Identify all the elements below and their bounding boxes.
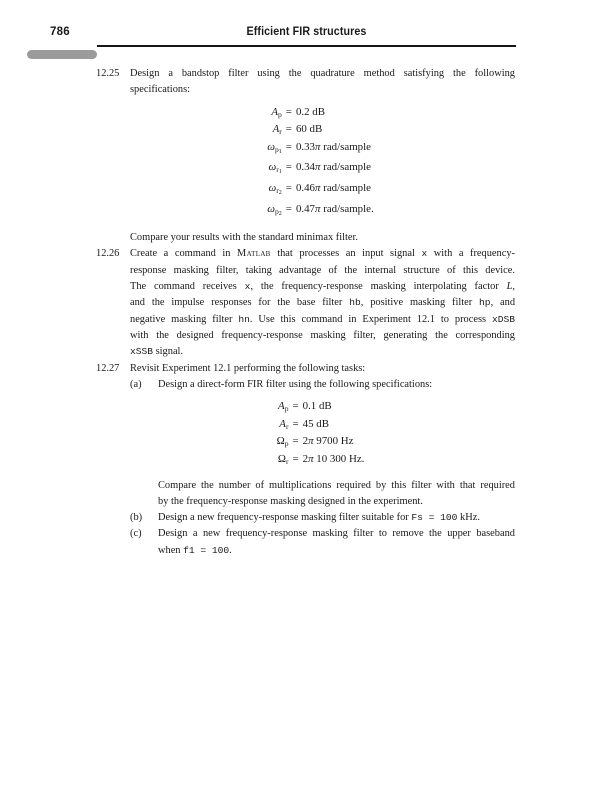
text-segment: 9700 Hz [313,435,354,448]
text-segment: negative masking filter [130,313,239,325]
text-segment: Design a bandstop filter using the quadrature method satisfying the following [130,68,515,79]
text-segment: 0.46 [295,181,315,194]
equation-rhs [296,140,371,161]
equals-sign: = [292,417,299,430]
page-number: 786 [50,26,70,38]
equation-block [96,105,515,223]
text-segment: p [277,109,282,119]
text-segment: rad/sample. [320,202,374,215]
text-segment: 1 [278,148,282,155]
text-segment: signal. [153,346,184,358]
text-line [130,230,515,246]
subitem-label: (c) [130,528,142,540]
text-segment: 1 [278,169,282,176]
text-segment: π [315,140,321,153]
text-segment: 10 300 Hz. [313,452,365,465]
text-segment: Design a new frequency-response masking filter suitable for [158,512,412,524]
text-segment: The command receives [130,281,245,293]
text-line [130,344,515,360]
equation-lhs [271,105,281,123]
text-segment: π [315,181,321,194]
text-segment: L [506,281,513,293]
exercise-item [96,361,515,377]
text-segment: r [285,421,289,431]
exercise-item [96,66,515,99]
paragraph [130,230,515,246]
text-segment: specifications: [130,84,191,96]
text-line [130,361,515,377]
text-segment: A [278,400,285,413]
text-segment: Design a direct-form FIR filter using the following specifications: [158,378,433,390]
text-segment: . Use this command in Experiment 12.1 to process [249,313,492,325]
text-segment: with the designed frequency-response masking filter, generating the corresponding [130,329,515,341]
text-segment: 2 [278,189,282,196]
text-segment: π [315,161,321,174]
equals-sign: = [292,452,299,465]
text-segment: 0.2 dB [295,105,325,118]
text-segment: r [285,456,289,466]
code-text: Fs = 100 [411,512,458,524]
text-line [130,66,515,82]
text-segment: 2 [302,435,309,448]
equation-rhs [296,105,325,123]
text-segment: 0.47 [295,202,315,215]
item-text [130,66,515,99]
text-segment: A [272,123,280,136]
equals-sign: = [285,105,292,118]
exercise-subitem [96,510,515,526]
text-segment: kHz. [457,512,480,524]
header-rule [97,45,516,47]
item-text [130,246,515,360]
text-segment: π [308,452,314,465]
text-line [130,263,515,279]
equation-rhs [296,181,371,202]
equation-rhs [296,122,322,140]
text-segment: ω [267,140,275,153]
equals-sign: = [292,435,299,448]
text-segment: Design a new frequency-response masking filter to remove the upper baseband [158,528,515,540]
code-text: x [421,248,428,260]
chapter-thumb-tab [27,50,97,59]
subitem-label: (a) [130,378,142,390]
text-line [158,478,515,494]
text-segment: rad/sample [320,181,371,194]
equals-sign: = [292,400,299,413]
text-segment: ω [267,202,275,215]
page-content [96,66,515,559]
equation-lhs [278,452,289,470]
text-segment: rad/sample [320,161,371,174]
text-line [158,494,515,510]
text-line [130,328,515,344]
text-segment: r [276,185,279,195]
text-segment: 0.34 [295,161,315,174]
text-line [158,377,515,393]
text-segment: A [271,105,278,118]
text-segment: p [284,439,289,449]
text-segment: Revisit Experiment 12.1 performing the following tasks: [130,362,366,374]
code-text: f1 = 100 [183,544,230,556]
code-text: hb [349,297,361,309]
text-segment: 0.33 [295,140,315,153]
text-segment: 45 dB [302,417,329,430]
equals-sign: = [285,202,292,215]
text-segment: p [274,144,279,154]
text-segment: , positive masking filter [360,297,480,309]
text-line [158,526,515,542]
text-line [130,279,515,295]
text-segment: 2 [302,452,309,465]
equation-block [96,399,515,469]
equation-rhs [303,434,354,452]
text-segment: rad/sample [320,140,371,153]
exercise-subitem [96,526,515,559]
item-text [130,361,515,377]
item-text [158,377,515,393]
text-segment: , and [490,297,515,309]
text-line [130,295,515,311]
equals-sign: = [285,161,292,174]
text-segment: π [315,202,321,215]
exercise-number: 12.26 [96,248,120,260]
text-segment: 60 dB [295,123,323,136]
text-segment: p [274,206,279,216]
text-segment: ω [268,161,277,174]
equation-rhs [303,452,365,470]
text-segment: Compare the number of multiplications required by this filter with that required [158,479,515,491]
equation-rhs [303,399,332,417]
text-segment: p [284,404,289,414]
text-segment: Matlab [237,248,271,260]
item-text [158,510,515,526]
equals-sign: = [285,181,292,194]
item-text [158,526,515,559]
text-segment: and the impulse responses for the base filter [130,297,350,309]
code-text: hp [479,297,491,309]
text-segment: Ω [276,435,285,448]
text-segment: by the frequency-response masking designed in the experiment. [158,495,423,507]
text-segment: ω [268,181,277,194]
code-text: x [244,281,251,293]
equals-sign: = [285,123,292,136]
text-segment: π [308,435,314,448]
text-segment: response masking filter, taking advantage of the internal structure of this device. [130,264,515,276]
equation-lhs [278,399,288,417]
exercise-number: 12.25 [96,68,120,79]
equation-lhs [269,181,282,202]
text-segment: r [279,127,282,137]
text-line [130,312,515,328]
equation-rhs [296,202,374,223]
code-text: xDSB [491,313,515,325]
text-segment: Compare your results with the standard minimax filter. [130,232,358,244]
text-line [130,82,515,98]
running-header-title: Efficient FIR structures [246,26,367,38]
equation-grid [277,399,365,469]
subitem-label: (b) [130,512,143,524]
text-segment: with a frequency- [427,248,515,260]
paragraph [158,478,515,511]
text-segment: . [229,544,232,556]
text-line [158,510,515,526]
text-segment: that processes an input signal [270,248,422,260]
equation-lhs [277,434,289,452]
exercise-number: 12.27 [96,362,120,374]
text-segment: Create a command in [130,248,238,260]
text-segment: , the frequency-response masking interpolating factor [250,281,507,293]
text-segment: when [158,544,184,556]
text-line [130,246,515,262]
equation-lhs [267,202,282,223]
text-segment: r [276,165,279,175]
text-segment: , [512,281,515,293]
equation-lhs [279,417,288,435]
code-text: hn [238,313,250,325]
equation-rhs [296,160,371,181]
equation-lhs [267,140,282,161]
exercise-item [96,246,515,360]
text-segment: A [279,417,286,430]
text-segment: 0.1 dB [302,400,332,413]
text-segment: Ω [277,452,286,465]
exercise-subitem [96,377,515,393]
equation-rhs [303,417,329,435]
equals-sign: = [285,140,292,153]
equation-grid [267,105,373,223]
text-line [158,543,515,559]
equation-lhs [269,160,282,181]
text-segment: 2 [278,210,282,217]
code-text: xSSB [130,346,154,358]
equation-lhs [273,122,282,140]
